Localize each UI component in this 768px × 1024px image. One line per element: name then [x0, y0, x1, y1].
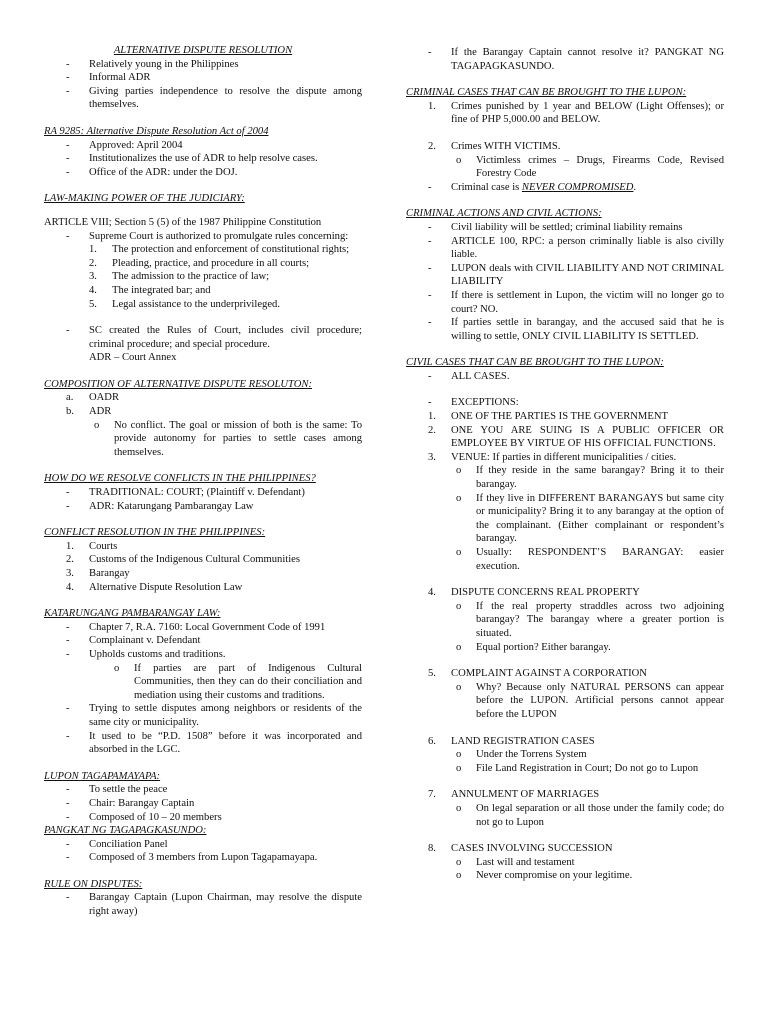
item-text: On legal separation or all those under the family code; do not go to Lupon: [476, 802, 724, 828]
number-marker: 6.: [428, 735, 436, 747]
list-item: [44, 85, 362, 112]
section-heading: HOW DO WE RESOLVE CONFLICTS IN THE PHILIPPINES?: [44, 473, 316, 485]
dash-marker: -: [66, 85, 70, 97]
item-text: Never compromise on your legitime.: [476, 870, 633, 882]
item-text: Alternative Dispute Resolution Law: [89, 581, 243, 593]
item-text: ANNULMENT OF MARRIAGES: [451, 789, 600, 801]
list-item: [44, 166, 362, 180]
letter-marker: b.: [66, 406, 74, 418]
section-rule: [44, 878, 362, 919]
list-item: [44, 891, 362, 918]
letter-marker: a.: [66, 392, 74, 404]
section-lawmaking: [44, 192, 362, 365]
number-marker: 2.: [89, 257, 97, 269]
dash-marker: -: [66, 703, 70, 715]
list-item: [44, 419, 362, 460]
number-marker: 4.: [66, 581, 74, 593]
list-item: [89, 243, 362, 257]
circle-marker: o: [456, 154, 462, 166]
list-item: [406, 46, 724, 73]
section-ra9285: [44, 125, 362, 179]
list-item: [406, 181, 724, 195]
list-item: [44, 851, 362, 865]
dash-marker: -: [66, 166, 70, 178]
item-text: ADR: [89, 406, 112, 418]
list-item: [44, 730, 362, 757]
item-text: Chair: Barangay Captain: [89, 797, 195, 809]
list-item: [44, 783, 362, 797]
section-criminal-civil-actions: [406, 207, 724, 343]
dash-marker: -: [66, 139, 70, 151]
item-text: Informal ADR: [89, 72, 151, 84]
section-adr: [44, 44, 362, 112]
item-text: Approved: April 2004: [89, 139, 183, 151]
item-text: Complainant v. Defendant: [89, 635, 201, 647]
section-civil-cases: [406, 356, 724, 883]
item-text: Usually: RESPONDENT’S BARANGAY: easier execution.: [476, 547, 724, 572]
list-item: [44, 634, 362, 648]
list-item: [406, 802, 724, 829]
item-text: OADR: [89, 392, 120, 404]
circle-marker: o: [94, 419, 100, 431]
dash-marker: -: [428, 262, 432, 274]
circle-marker: o: [456, 547, 462, 558]
section-composition: [44, 378, 362, 460]
circle-marker: o: [456, 802, 462, 814]
item-text: LUPON deals with CIVIL LIABILITY AND NOT CRIMINAL LIABILITY: [451, 262, 724, 288]
number-marker: 1.: [89, 244, 97, 256]
item-text: Pleading, practice, and procedure in all courts;: [112, 257, 310, 269]
item-text: Barangay Captain (Lupon Chairman, may resolve the dispute right away): [89, 892, 362, 918]
number-marker: 2.: [428, 424, 436, 436]
list-item: [406, 221, 724, 235]
circle-marker: o: [456, 600, 462, 612]
list-item: [44, 71, 362, 85]
section-resolve: [44, 472, 362, 513]
item-text: COMPLAINT AGAINST A CORPORATION: [451, 668, 647, 680]
item-text: It used to be “P.D. 1508” before it was incorporated and absorbed in the LGC.: [89, 730, 362, 756]
item-text: ADR: Katarungang Pambarangay Law: [89, 500, 254, 512]
section-katarungang: [44, 607, 362, 757]
circle-marker: o: [456, 762, 462, 774]
list-item: [406, 464, 724, 491]
item-text: Composed of 3 members from Lupon Tagapamayapa.: [89, 852, 318, 864]
dash-marker: -: [428, 235, 432, 247]
left-column: [44, 44, 362, 919]
dash-marker: -: [428, 397, 432, 409]
number-marker: 3.: [89, 271, 97, 283]
number-marker: 3.: [428, 451, 436, 463]
list-item: [406, 735, 724, 749]
item-text: Upholds customs and traditions.: [89, 648, 226, 660]
dash-marker: -: [66, 838, 70, 850]
item-text: Crimes punished by 1 year and BELOW (Light Offenses); or fine of PHP 5,000.00 and BELOW.: [451, 100, 724, 126]
section-heading: RULE ON DISPUTES:: [44, 878, 143, 890]
circle-marker: o: [456, 749, 462, 761]
list-item: [406, 154, 724, 181]
section-heading: LUPON TAGAPAMAYAPA:: [44, 770, 161, 782]
list-item: [44, 662, 362, 703]
item-text: Institutionalizes the use of ADR to help resolve cases.: [89, 153, 318, 165]
item-text: Civil liability will be settled; criminal liability remains: [451, 221, 683, 233]
number-marker: 4.: [89, 284, 97, 296]
item-text: The integrated bar; and: [112, 284, 211, 296]
dash-marker: -: [66, 648, 70, 660]
list-item: [406, 235, 724, 262]
item-text: To settle the peace: [89, 784, 168, 796]
adr-annex: ADR – Court Annex: [89, 352, 177, 364]
dash-marker: -: [66, 153, 70, 165]
number-marker: 4.: [428, 587, 436, 599]
list-item: [406, 586, 724, 600]
dash-marker: -: [428, 317, 432, 329]
number-marker: 5.: [89, 298, 97, 310]
item-text: ONE YOU ARE SUING IS A PUBLIC OFFICER OR EMPLOYEE BY VIRTUE OF HIS OFFICIAL FUNCTIONS.: [451, 424, 724, 450]
list-item: [89, 270, 362, 284]
list-item: [44, 567, 362, 581]
dash-marker: -: [66, 500, 70, 512]
dash-marker: -: [66, 730, 70, 742]
circle-marker: o: [456, 856, 462, 868]
dash-marker: -: [66, 58, 70, 70]
list-item: [406, 451, 724, 465]
list-item: [406, 140, 724, 154]
right-column: [406, 46, 724, 883]
item-text: File Land Registration in Court; Do not go to Lupon: [476, 762, 699, 774]
list-item: [406, 396, 724, 410]
item-text: CASES INVOLVING SUCCESSION: [451, 843, 613, 855]
circle-marker: o: [456, 641, 462, 653]
item-text: DISPUTE CONCERNS REAL PROPERTY: [451, 587, 640, 599]
item-text: ALL CASES.: [451, 370, 510, 382]
item-text: Composed of 10 – 20 members: [89, 811, 222, 823]
item-text: The admission to the practice of law;: [112, 271, 270, 283]
numbered-list: [89, 243, 362, 311]
item-text: No conflict. The goal or mission of both is the same: To provide autonomy for parties to settle cases among themselves.: [114, 419, 362, 458]
item-text: .: [633, 181, 637, 193]
section-heading: RA 9285: Alternative Dispute Resolution Act of 2004: [44, 125, 269, 137]
list-item: [406, 641, 724, 655]
list-item: [406, 100, 724, 127]
circle-marker: o: [114, 662, 120, 674]
list-item: [406, 856, 724, 870]
section-heading: ALTERNATIVE DISPUTE RESOLUTION: [113, 45, 293, 56]
dash-marker: -: [428, 370, 432, 382]
list-item: [44, 581, 362, 595]
dash-marker: -: [66, 325, 70, 337]
section-heading: CIVIL CASES THAT CAN BE BROUGHT TO THE LUPON:: [406, 357, 664, 369]
item-text: Relatively young in the Philippines: [89, 58, 239, 70]
emphasis-text: NEVER COMPROMISED: [521, 181, 634, 193]
list-item: [406, 262, 724, 289]
item-text: If there is settlement in Lupon, the victim will no longer go to court? NO.: [451, 289, 724, 315]
dash-marker: -: [428, 181, 432, 193]
circle-marker: o: [456, 681, 462, 693]
dash-marker: -: [66, 811, 70, 823]
dash-marker: -: [66, 892, 70, 904]
number-marker: 2.: [66, 554, 74, 566]
section-pangkat: [44, 824, 362, 865]
list-item: [44, 139, 362, 153]
dash-marker: -: [66, 852, 70, 864]
section-heading: CRIMINAL ACTIONS AND CIVIL ACTIONS:: [406, 208, 602, 220]
item-text: Chapter 7, R.A. 7160: Local Government Code of 1991: [89, 621, 326, 633]
number-marker: 1.: [428, 411, 436, 423]
item-text: If the real property straddles across two adjoining barangay? The barangay where a greater portion is situated.: [476, 600, 724, 639]
item-text: The protection and enforcement of constitutional rights;: [112, 244, 350, 256]
item-text: Giving parties independence to resolve the dispute among themselves.: [89, 85, 362, 111]
item-text: Criminal case is: [451, 181, 522, 193]
dash-marker: -: [66, 230, 70, 242]
item-text: Victimless crimes – Drugs, Firearms Code, Revised Forestry Code: [476, 154, 724, 180]
item-text: Under the Torrens System: [476, 749, 587, 761]
list-item: [406, 788, 724, 802]
dash-marker: -: [66, 784, 70, 796]
section-heading: CONFLICT RESOLUTION IN THE PHILIPPINES:: [44, 527, 266, 539]
list-item: [44, 500, 362, 514]
number-marker: 8.: [428, 843, 436, 855]
item-text: Trying to settle disputes among neighbors or residents of the same city or municipality.: [89, 703, 362, 728]
section-pangkat-continued: [406, 46, 724, 73]
item-text: Courts: [89, 540, 118, 552]
list-item: [406, 370, 724, 384]
list-item: [44, 702, 362, 729]
circle-marker: o: [456, 492, 462, 504]
item-text: EXCEPTIONS:: [451, 397, 519, 409]
list-item: [406, 667, 724, 681]
dash-marker: -: [66, 797, 70, 809]
item-text: If parties are part of Indigenous Cultural Communities, then they can do their conciliation and mediation using their customs and traditions.: [134, 662, 362, 701]
item-text: Equal portion? Either barangay.: [476, 641, 611, 653]
list-item: [44, 553, 362, 567]
list-item: [44, 621, 362, 635]
item-text: If they live in DIFFERENT BARANGAYS but same city or municipality? Bring it to any barangay at the option of the complainant. (Either complainant or respondent’s barangay.: [476, 492, 724, 545]
number-marker: 3.: [66, 568, 74, 579]
dash-marker: -: [66, 72, 70, 84]
list-item: [44, 391, 362, 405]
list-item: [44, 324, 362, 365]
dash-marker: -: [428, 47, 432, 58]
item-text: LAND REGISTRATION CASES: [451, 735, 595, 747]
list-item: [89, 257, 362, 271]
dash-marker: -: [66, 635, 70, 647]
item-text: Why? Because only NATURAL PERSONS can appear before the LUPON. Artificial persons cannot appear before the LUPON: [476, 681, 724, 720]
article-reference: ARTICLE VIII; Section 5 (5) of the 1987 Philippine Constitution: [44, 216, 322, 228]
list-item: [44, 648, 362, 662]
list-item: [44, 58, 362, 72]
list-item: [44, 405, 362, 419]
number-marker: 7.: [428, 789, 436, 801]
item-text: Crimes WITH VICTIMS.: [451, 140, 561, 152]
section-heading: CRIMINAL CASES THAT CAN BE BROUGHT TO THE LUPON:: [406, 87, 687, 99]
item-text: VENUE: If parties in different municipalities / cities.: [451, 451, 677, 463]
list-item: [406, 842, 724, 856]
list-item: [406, 492, 724, 546]
item-text: If the Barangay Captain cannot resolve it? PANGKAT NG TAGAPAGKASUNDO.: [451, 47, 724, 72]
list-item: [44, 486, 362, 500]
circle-marker: o: [456, 870, 462, 882]
item-text: Last will and testament: [476, 856, 575, 868]
dash-marker: -: [66, 487, 70, 499]
section-heading: KATARUNGANG PAMBARANGAY LAW:: [44, 608, 221, 620]
list-item: [44, 838, 362, 852]
section-heading: LAW-MAKING POWER OF THE JUDICIARY:: [44, 193, 245, 205]
item-text: SC created the Rules of Court, includes civil procedure; criminal procedure; and special procedure.: [89, 325, 362, 350]
list-item: [44, 797, 362, 811]
list-item: [406, 748, 724, 762]
list-item: [406, 546, 724, 573]
list-item: [406, 681, 724, 722]
list-item: [89, 298, 362, 312]
item-text: ONE OF THE PARTIES IS THE GOVERNMENT: [451, 411, 668, 423]
dash-marker: -: [66, 621, 70, 633]
section-heading: PANGKAT NG TAGAPAGKASUNDO:: [44, 825, 207, 837]
section-heading: COMPOSITION OF ALTERNATIVE DISPUTE RESOLUTON:: [44, 378, 312, 390]
item-text: Customs of the Indigenous Cultural Communities: [89, 554, 300, 566]
list-item: [406, 600, 724, 641]
list-item: [406, 289, 724, 316]
number-marker: 5.: [428, 668, 436, 680]
list-item: [406, 424, 724, 451]
item-text: Barangay: [89, 568, 130, 579]
item-text: Conciliation Panel: [89, 838, 168, 850]
item-text: TRADITIONAL: COURT; (Plaintiff v. Defendant): [89, 487, 305, 499]
list-item: [89, 284, 362, 298]
list-item: [44, 811, 362, 825]
section-lupon: [44, 770, 362, 824]
item-text: Supreme Court is authorized to promulgate rules concerning:: [89, 230, 349, 242]
section-conflict: [44, 526, 362, 594]
number-marker: 1.: [66, 540, 74, 552]
item-text: If parties settle in barangay, and the accused said that he is willing to settle, ONLY CIVIL LIABILITY IS SETTLED.: [451, 317, 724, 342]
dash-marker: -: [428, 289, 432, 301]
list-item: [44, 540, 362, 554]
item-text: Legal assistance to the underprivileged.: [112, 298, 280, 310]
list-item: [406, 316, 724, 343]
list-item: [406, 762, 724, 776]
dash-marker: -: [428, 221, 432, 233]
number-marker: 2.: [428, 140, 436, 152]
list-item: [406, 869, 724, 883]
list-item: [406, 410, 724, 424]
list-item: [44, 230, 362, 312]
item-text: ARTICLE 100, RPC: a person criminally liable is also civilly liable.: [451, 235, 724, 261]
circle-marker: o: [456, 465, 462, 477]
list-item: [44, 152, 362, 166]
item-text: If they reside in the same barangay? Bring it to their barangay.: [476, 465, 724, 491]
section-criminal-cases: [406, 86, 724, 194]
number-marker: 1.: [428, 100, 436, 112]
item-text: Office of the ADR: under the DOJ.: [89, 166, 238, 178]
